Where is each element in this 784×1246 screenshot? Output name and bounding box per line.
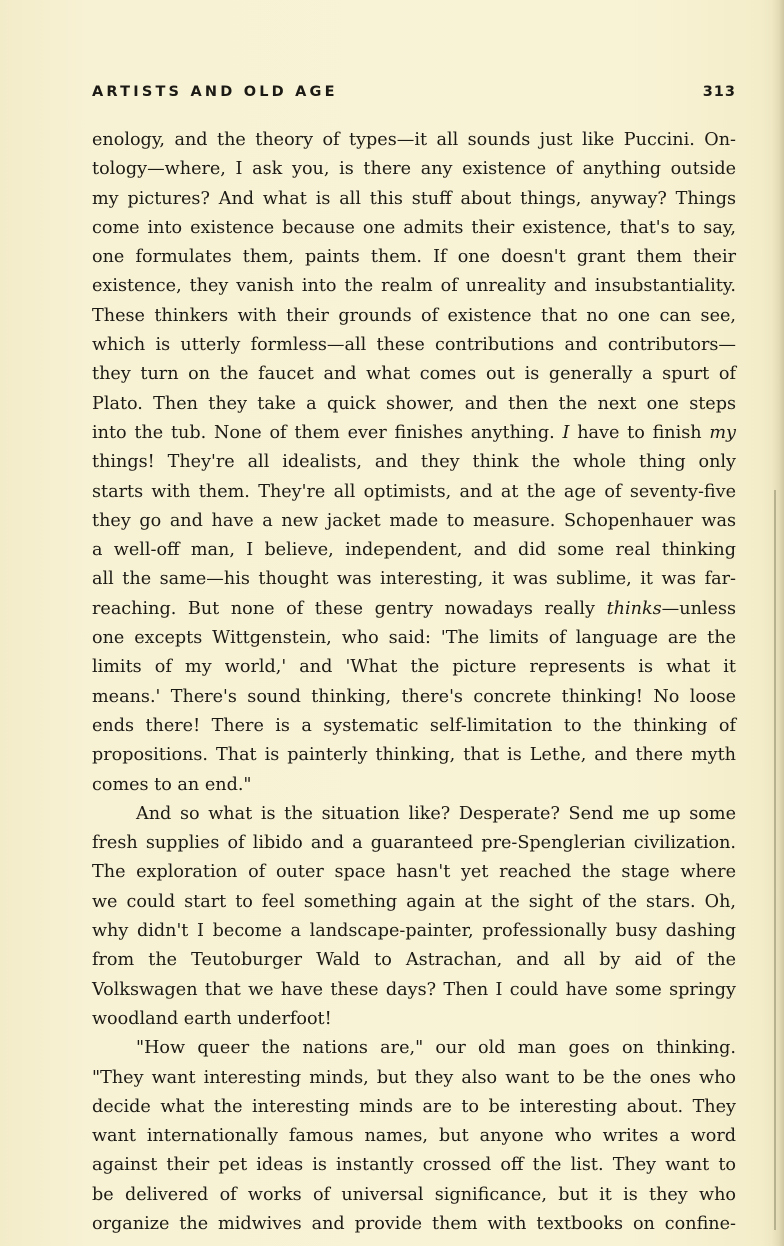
text-line: organize the midwives and provide them with textbooks on confine- xyxy=(92,1213,736,1234)
italic-word: my xyxy=(709,422,736,443)
text-segment: reaching. But none of these gentry nowadays really xyxy=(92,598,595,619)
text-line: a well-off man, I believe, independent, and did some real thinking xyxy=(92,540,736,561)
text-line: existence, they vanish into the realm of unreality and insubstantiality. xyxy=(92,276,736,297)
text-line: enology, and the theory of types—it all sounds just like Puccini. On- xyxy=(92,130,736,150)
text-line: comes to an end." xyxy=(92,774,252,795)
text-line: means.' There's sound thinking, there's concrete thinking! No loose xyxy=(92,686,736,707)
italic-word: I xyxy=(562,422,570,443)
text-line: which is utterly formless—all these contributions and contributors— xyxy=(92,335,736,356)
text-line: they turn on the faucet and what comes out is generally a spurt of xyxy=(92,364,736,385)
text-line: against their pet ideas is instantly crossed off the list. They want to xyxy=(92,1155,736,1176)
text-line: And so what is the situation like? Desperate? Send me up some xyxy=(136,803,736,824)
text-line xyxy=(92,419,736,448)
text-line: why didn't I become a landscape-painter, professionally busy dashing xyxy=(92,921,736,942)
text-line: decide what the interesting minds are to be interesting about. They xyxy=(92,1096,736,1117)
text-line: fresh supplies of libido and a guaranteed pre-Spenglerian civilization. xyxy=(92,833,736,854)
text-line: Volkswagen that we have these days? Then I could have some springy xyxy=(92,979,736,1000)
running-title: ARTISTS AND OLD AGE xyxy=(92,84,338,100)
text-line: all the same—his thought was interesting, it was sublime, it was far- xyxy=(92,569,736,590)
text-line: "How queer the nations are," our old man goes on thinking. xyxy=(136,1038,736,1059)
text-line: one excepts Wittgenstein, who said: 'The limits of language are the xyxy=(92,628,736,649)
text-segment: into the tub. None of them ever finishes anything. xyxy=(92,422,555,443)
text-line: tology—where, I ask you, is there any existence of anything outside xyxy=(92,159,736,180)
text-line: one formulates them, paints them. If one doesn't grant them their xyxy=(92,247,736,268)
text-line: things! They're all idealists, and they think the whole thing only xyxy=(92,452,736,473)
text-line: Plato. Then they take a quick shower, and then the next one steps xyxy=(92,393,736,414)
text-line xyxy=(92,595,736,624)
text-line: These thinkers with their grounds of existence that no one can see, xyxy=(92,305,736,326)
text-line: The exploration of outer space hasn't yet reached the stage where xyxy=(92,862,736,883)
text-line: from the Teutoburger Wald to Astrachan, and all by aid of the xyxy=(92,950,736,971)
page-header xyxy=(92,84,736,108)
text-line: my pictures? And what is all this stuff about things, anyway? Things xyxy=(92,188,736,209)
text-line: come into existence because one admits their existence, that's to say, xyxy=(92,217,736,238)
text-segment: —unless xyxy=(661,598,737,619)
text-line: they go and have a new jacket made to measure. Schopenhauer was xyxy=(92,510,736,531)
italic-word: thinks xyxy=(606,598,662,619)
text-line: be delivered of works of universal significance, but it is they who xyxy=(92,1184,736,1205)
body-text xyxy=(92,126,736,1239)
page-number: 313 xyxy=(702,84,736,100)
text-line: want internationally famous names, but anyone who writes a word xyxy=(92,1126,736,1147)
text-line: woodland earth underfoot! xyxy=(92,1008,332,1029)
text-line: starts with them. They're all optimists, and at the age of seventy-five xyxy=(92,481,736,502)
text-line: we could start to feel something again at the sight of the stars. Oh, xyxy=(92,891,736,912)
text-line: "They want interesting minds, but they also want to be the ones who xyxy=(92,1067,736,1088)
text-line: limits of my world,' and 'What the picture represents is what it xyxy=(92,657,736,678)
text-segment: have to finish xyxy=(569,422,710,443)
page-edge-line xyxy=(774,490,776,1230)
text-line: ends there! There is a systematic self-limitation to the thinking of xyxy=(92,715,736,736)
text-line: propositions. That is painterly thinking, that is Lethe, and there myth xyxy=(92,745,736,766)
